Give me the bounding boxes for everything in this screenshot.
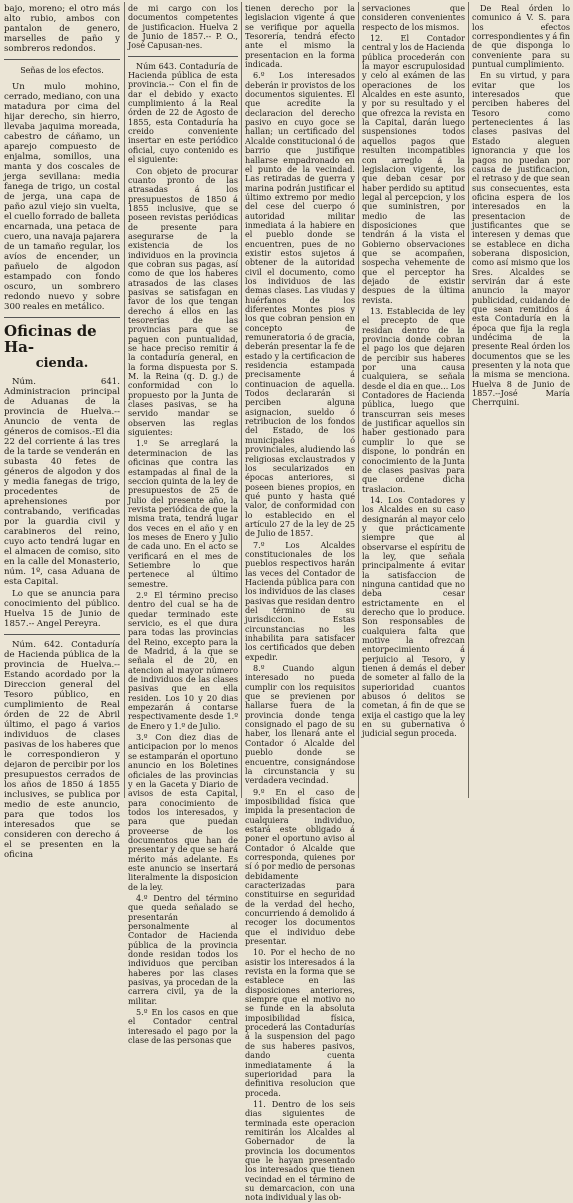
notice-641-end: Lo que se anuncia para conocimiento del público. Huelva 15 de Junio de 1857.-- Angel Pereyra. <box>4 589 120 629</box>
divider <box>128 56 238 57</box>
text-block: servaciones que consideren convenientes respecto de los mismos. <box>362 3 465 32</box>
rule-3: 3.º Con diez dias de anticipacion por lo menos se estamparán el oportuno anuncio en los Boletines oficiales de las provincias y en la Gaceta y Diario de avisos de esta Capital, para conocimiento de todos los interesados, y para que puedan proveerse de los documentos que han de presentar y de que se hará mérito más adelante. Es este anuncio se insertará literalmente la disposicion de la ley. <box>128 732 238 892</box>
rule-12: 12. El Contador central y los de Hacienda pública procederán con la mayor escrupulosidad y celo al exámen de las operaciones de los Alcaldes en este asunto, y por su resultado y el que ofrezca la revista en la Capital, darán luego suspensiones todos aquellos pagos que resulten incompatibles con arreglo á la legislacion vigente, los que deban cesar por haber perdido su aptitud legal al percepcion, y los que suministren, por medio de las disposiciones que tendrán á la vista el Gobierno observaciones que se acompañen, sospecha vehemente de que el perceptor ha dejado de existir despues de la última revista. <box>362 33 465 305</box>
rule-14: 14. Los Contadores y los Alcaldes en su caso designarán al mayor celo y que prácticamente siempre que al observarse el espíritu de la ley, que señala principalmente á evitar la satisfaccion de ninguna cantidad que no deba cesar estrictamente en el derecho que lo produce. Son responsables de cualquiera falta que motive la ofrezcan entorpecimiento á perjuicio al Tesoro, y tienen á demás el deber de someter al fallo de la superioridad cuantos abusos ó delitos se cometan, á fin de que se exija el castigo que la ley en su gubernativa ó judicial segun proceda. <box>362 494 465 739</box>
column-5 <box>472 4 570 796</box>
rule-13: 13. Establecida de ley el precepto de que residan dentro de la provincia donde cobran el pago los que dejaren de percibir sus haberes por una causa cualquiera, se señala desde el dia en que... Los Contadores de Hacienda pública, luego que transcurran seis meses de justificar aquellos sin haber gestionado para cumplir lo que se dispone, lo pondrán en conocimiento de la Junta de clases pasivas para que ordene dicha traslacion. <box>362 306 465 494</box>
text-block: En su virtud, y para evitar que los interesados que perciben haberes del Tesoro como pertenecientes á las clases pasivas del Estado aleguen ignorancia y que los pagos no puedan por causa de justificacion, el retraso y de que sean sus consecuentes, esta oficina espera de los interesados en la presentacion de justificantes que se interesen y demas que se establece en dicha soberana disposicion, como así mismo que los Sres. Alcaldes se servirán dar á este anuncio la mayor publicidad, cuidando de que sean remitidos á esta Contaduría en la época que fija la regla undécima de la presente Real órden los documentos que se les presenten y la nota que la misma se menciona. Huelva 8 de Junio de 1857.--José María Cherrquini. <box>472 70 570 408</box>
rule-11: 11. Dentro de los seis dias siguientes de terminada este operacion remitirán los Alcaldes al Gobernador de la provincia los documentos que le hayan presentado los interesados que tienen vecindad en el término de su demarcacion, con una nota individual y las ob- <box>245 1098 355 1203</box>
rule-6: 6.º Los interesados deberán ir provistos de los documentos siguientes. El que acredite la declaracion del derecho pasivo en cuyo goce se hallan; un certificado del Alcalde constitucional ó de barrio que justifique hallarse empadronado en el punto de la vecindad. Las retiradas de guerra y marina podrán justificar el último extremo por medio del cese del cuerpo ó autoridad militar inmediata á la habiere en el pueblo donde se encuentren, pues de no existir estos sujetos á obtener de la autoridad civil el documento, como los individuos de las demas clases. Las viudas y huérfanos de los diferentes Montes pios y los que cobran pension en concepto de remuneratoria ó de gracia, deberán presentar la fe de estado y la certificacion de residencia estampada precisamente á continuacion de aquella. Todos declararán si perciben alguna asignacion, sueldo ó retribucion de los fondos del Estado, de los municipales ó provinciales, aludiendo las religiosas exclaustrados y los secularizados en épocas anteriores, si poseen bienes propios, en qué punto y hasta qué valor, de conformidad con lo establecido en el artículo 27 de la ley de 25 de Julio de 1857. <box>245 70 355 539</box>
rule-2: 2.º El término preciso dentro del cual se ha de quedar terminado este servicio, es el que dura para todas las provincias del Reino, excepto para la de Madrid, á la que se señala el de 20, en atencion al mayor número de individuos de las clases pasivas que en ella residen. Los 10 y 20 dias empezarán á contarse respectivamente desde 1.º de Enero y 1.º de Julio. <box>128 589 238 731</box>
column-rule <box>124 2 125 798</box>
text-block: Un mulo mohino, cerrado, mediano, con una matadura por cima del hijar derecho, sin hierro, llevaba jaquima moreada, cabestro de cáñamo, un aparejo compuesto de enjalma, somillos, una manta y dos coscales de jerga sevillana: media fanega de trigo, un costal de jerga, una capa de paño azul viejo sin vuelta, el cuello forrado de balleta encarnada, una petaca de cuero, una navaja pajarera de un tamaño regular, los avíos de encender, un pañuelo de algodon estampado con fondo oscuro, un sombrero redondo nuevo y sobre 300 reales en metálico. <box>4 82 121 312</box>
divider <box>4 317 120 318</box>
column-3 <box>245 3 355 1203</box>
column-rule <box>468 2 469 798</box>
text-block: Con objeto de procurar cuanto pronto de las atrasadas á los presupuestos de 1850 á 1855 inclusive, que se poseen revistas periódicas de presente para asegurarse de la existencia de los individuos en la provincia que cobran sus pagas, así como de que los haberes atrasados de las clases pasivas se satisfagan en favor de los que tengan derecho á ellos en las tesorerías de las provincias para que se paguen con puntualidad, se hace preciso remitir á la contaduría general, en la forma dispuesta por S. M. la Reina (q. D. g.) de conformidad con lo propuesto por la Junta de clases pasivas, se ha servido mandar se observen las reglas siguientes: <box>128 165 238 438</box>
rule-5: 5.º En los casos en que el Contador central interesado el pago por la clase de las personas que <box>128 1007 238 1046</box>
section-title-oficinas-b: cienda. <box>35 356 89 371</box>
rule-4: 4.º Dentro del término que queda señalado se presentarán personalmente al Contador de Hacienda pública de la provincia donde residan todos los individuos que perciban haberes por las clases pasivas, ya procedan de la carrera civil, ya de la militar. <box>128 892 238 1006</box>
section-title-oficinas-a: Oficinas de Ha- <box>4 322 97 356</box>
rule-10: 10. Por el hecho de no asistir los interesados á la revista en la forma que se establece en las disposiciones anteriores, siempre que el motivo no se funde en la absoluta imposibilidad física, procederá las Contadurías á la suspension del pago de sus haberes pasivos, dando cuenta inmediatamente á la superioridad para la definitiva resolucion que proceda. <box>245 947 355 1098</box>
column-rule <box>241 2 242 798</box>
rule-8: 8.º Cuando algun interesado no pueda cumplir con los requisitos que se previenen por hallarse fuera de la provincia donde tenga consignado el pago de su haber, los llenará ante el Contador ó Alcalde del pueblo donde se encuentre, consignándose la circunstancia y su verdadera vecindad. <box>245 663 355 786</box>
column-1 <box>4 4 121 860</box>
column-rule <box>358 2 359 798</box>
column-2 <box>128 3 238 1046</box>
divider <box>4 634 120 635</box>
subheading-senas-efectos: Señas de los efectos. <box>20 66 104 75</box>
column-4 <box>362 4 465 796</box>
text-block: De Real órden lo comunico á V. S. para los efectos correspondientes y á fin de que disponga lo conveniente para su puntual cumplimiento. <box>472 3 570 70</box>
divider <box>4 59 120 60</box>
text-block: tienen derecho por la legislacion vigente á que se verifique por aquella Tesorería, tendrá efecto ante el mismo la presentacion en la forma indicada. <box>245 3 355 70</box>
notice-642: Núm. 642. Contaduría de Hacienda pública de la provincia de Huelva.--Estando acordado por la Direccion general del Tesoro público, en cumplimiento de Real órden de 22 de Abril último, el pago á varios individuos de clases pasivas de los haberes que le correspondieron y dejaron de percibir por los presupuestos cerrados de los años de 1850 á 1855 inclusives, se publica por medio de este anuncio, para que todos los interesados que se consideren con derecho á el se presenten en la oficina <box>4 640 120 860</box>
rule-1: 1.º Se arreglará la determinacion de las oficinas que contra las estampadas al final de la seccion quinta de la ley de presupuestos de 25 de Julio del presente año, la revista periódica de que la misma trata, tendrá lugar dos veces en el año y en los meses de Enero y Julio de cada uno. En el acto se verificará en el mes de Setiembre lo que pertenece al último semestre. <box>128 438 238 589</box>
text-block: bajo, moreno; el otro más alto rubio, ambos con pantalon de genero, marselles de paño y sombreros redondos. <box>4 4 120 54</box>
rule-7: 7.º Los Alcaldes constitucionales de los pueblos respectivos harán las veces del Contador de Hacienda pública para con los individuos de las clases pasivas que residan dentro del término de su jurisdiccion. Estas circunstancias no les inhabilita para satisfacer los certificados que deben expedir. <box>245 539 355 662</box>
rule-9: 9.º En el caso de imposibilidad física que impida la presentacion de cualquiera individuo, estará este obligado á poner el oportuno aviso al Contador ó Alcalde que corresponda, quienes por sí ó por medio de personas debidamente caracterizadas para constituirse en seguridad de la verdad del hecho, concurriendo á demolido á recoger los documentos que el individuo debe presentar. <box>245 786 355 947</box>
text-block: de mi cargo con los documentos competentes de justificacion. Huelva 2 de Junio de 1857.-- P. O., José Capusan-nes. <box>128 3 238 51</box>
notice-643-intro: Núm 643. Contaduría de Hacienda pública de esta provincia.-- Con el fin de dar el debido y exacto cumplimiento á la Real órden de 22 de Agosto de 1855, esta Contaduría ha creido conveniente insertar en este periódico oficial, cuyo contenido es el siguiente: <box>128 60 238 165</box>
notice-641: Núm. 641. Administracion principal de Aduanas de la provincia de Huelva.--Anuncio de venta de géneros de comisos.-El dia 22 del corriente á las tres de la tarde se venderán en subasta 40 fetes de géneros de algodon y dos y media fanegas de trigo, procedentes de aprehensiones por contrabando, verificadas por la guardia civil y carabineros del reino, cuyo acto tendrá lugar en el almacen de comiso, sito en la calle del Monasterio, núm. 1º, casa Aduana de esta Capital. <box>4 377 120 587</box>
